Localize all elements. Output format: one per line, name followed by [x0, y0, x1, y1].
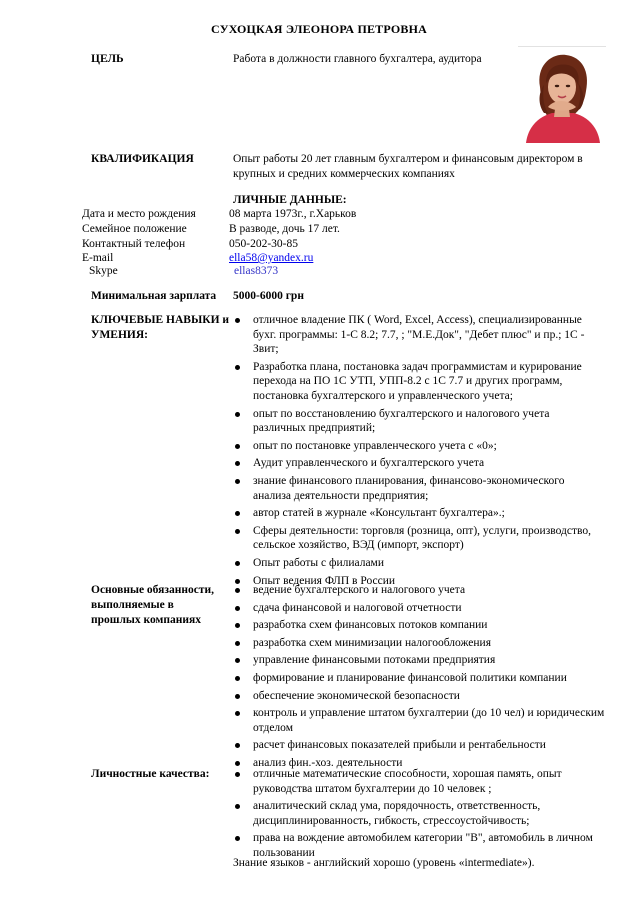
bullet-icon	[235, 761, 240, 766]
duties-list	[233, 583, 605, 774]
bullet-icon	[235, 318, 240, 323]
list-item: Опыт работы с филиалами	[233, 556, 605, 571]
bullet-icon	[235, 804, 240, 809]
bullet-icon	[235, 658, 240, 663]
bullet-icon	[235, 588, 240, 593]
list-item: управление финансовыми потоками предприятия	[233, 653, 605, 668]
bullet-icon	[235, 772, 240, 777]
skype-label: Skype	[89, 265, 118, 277]
bullet-icon	[235, 511, 240, 516]
bullet-icon	[235, 412, 240, 417]
birth-value: 08 марта 1973г., г.Харьков	[229, 208, 357, 220]
bullet-icon	[235, 623, 240, 628]
list-item: отличные математические способности, хорошая память, опыт руководства штатом бухгалтерии до 10 человек ;	[233, 767, 605, 796]
list-item: опыт по восстановлению бухгалтерского и налогового учета различных предприятий;	[233, 407, 605, 436]
email-label: E-mail	[82, 252, 114, 264]
email-link[interactable]: ella58@yandex.ru	[229, 252, 314, 264]
list-item: анализ фин.-хоз. деятельности	[233, 756, 605, 771]
salary-label: Минимальная зарплата	[91, 290, 217, 302]
marital-label: Семейное положение	[82, 223, 187, 235]
skills-list	[233, 313, 605, 591]
resume-name: СУХОЦКАЯ ЭЛЕОНОРА ПЕТРОВНА	[210, 22, 427, 36]
list-item: расчет финансовых показателей прибыли и рентабельности	[233, 738, 605, 753]
list-item: сдача финансовой и налоговой отчетности	[233, 601, 605, 616]
bullet-icon	[235, 461, 240, 466]
bullet-icon	[235, 365, 240, 370]
portrait-photo	[518, 46, 606, 143]
portrait-icon	[518, 47, 606, 143]
bullet-icon	[235, 711, 240, 716]
bullet-icon	[235, 606, 240, 611]
goal-label: ЦЕЛЬ	[91, 53, 124, 65]
list-item: разработка схем финансовых потоков компании	[233, 618, 605, 633]
list-item: автор статей в журнале «Консультант бухгалтера».;	[233, 506, 605, 521]
qualities-label: Личностные качества:	[91, 768, 210, 780]
bullet-icon	[235, 479, 240, 484]
qualities-list	[233, 767, 605, 864]
list-item: опыт по постановке управленческого учета с «0»;	[233, 439, 605, 454]
qualification-value: Опыт работы 20 лет главным бухгалтером и финансовым директором в крупных и средних коммерческих компаниях	[233, 153, 583, 180]
birth-label: Дата и место рождения	[82, 208, 196, 220]
list-item: Сферы деятельности: торговля (розница, опт), услуги, производство, сельское хозяйство, ВЭД (импорт, экспорт)	[233, 524, 605, 553]
list-item: Разработка плана, постановка задач программистам и курирование перехода на ПО 1С УТП, УПП-8.2 с 1С 7.7 и других программ, постановка бухгалтерского и управленческого учета;	[233, 360, 605, 404]
goal-value: Работа в должности главного бухгалтера, аудитора	[233, 53, 482, 65]
skills-label: КЛЮЧЕВЫЕ НАВЫКИ и УМЕНИЯ:	[91, 314, 230, 341]
list-item: ведение бухгалтерского и налогового учета	[233, 583, 605, 598]
bullet-icon	[235, 676, 240, 681]
duties-label: Основные обязанности, выполняемые в прошлых компаниях	[91, 584, 214, 626]
list-item: права на вождение автомобилем категории "В", автомобиль в личном пользовании	[233, 831, 605, 860]
list-item: формирование и планирование финансовой политики компании	[233, 671, 605, 686]
list-item: отличное владение ПК ( Word, Excel, Access), специализированные бухг. программы: 1-С 8.2; 7.7, ; "М.Е.Док", "Дебет плюс" и пр.; 1С - Звит;	[233, 313, 605, 357]
list-item: аналитический склад ума, порядочность, ответственность, дисциплинированность, гибкость, стрессоустойчивость;	[233, 799, 605, 828]
bullet-icon	[235, 529, 240, 534]
phone-value: 050-202-30-85	[229, 238, 298, 250]
bullet-icon	[235, 694, 240, 699]
bullet-icon	[235, 836, 240, 841]
bullet-icon	[235, 641, 240, 646]
list-item: Аудит управленческого и бухгалтерского учета	[233, 456, 605, 471]
marital-value: В разводе, дочь 17 лет.	[229, 223, 340, 235]
list-item: разработка схем минимизации налогообложения	[233, 636, 605, 651]
qualification-label: КВАЛИФИКАЦИЯ	[91, 153, 194, 165]
phone-label: Контактный телефон	[82, 238, 186, 250]
bullet-icon	[235, 444, 240, 449]
list-item: обеспечение экономической безопасности	[233, 689, 605, 704]
bullet-icon	[235, 561, 240, 566]
skype-value: ellas8373	[234, 265, 279, 277]
list-item: знание финансового планирования, финансово-экономического анализа деятельности предприятия;	[233, 474, 605, 503]
salary-value: 5000-6000 грн	[233, 290, 304, 302]
personal-data-heading: ЛИЧНЫЕ ДАННЫЕ:	[233, 194, 347, 206]
list-item: Опыт ведения ФЛП в России	[233, 574, 605, 589]
bullet-icon	[235, 743, 240, 748]
list-item: контроль и управление штатом бухгалтерии (до 10 чел) и юридическим отделом	[233, 706, 605, 735]
languages-text: Знание языков - английский хорошо (уровень «intermediate»).	[233, 857, 535, 869]
